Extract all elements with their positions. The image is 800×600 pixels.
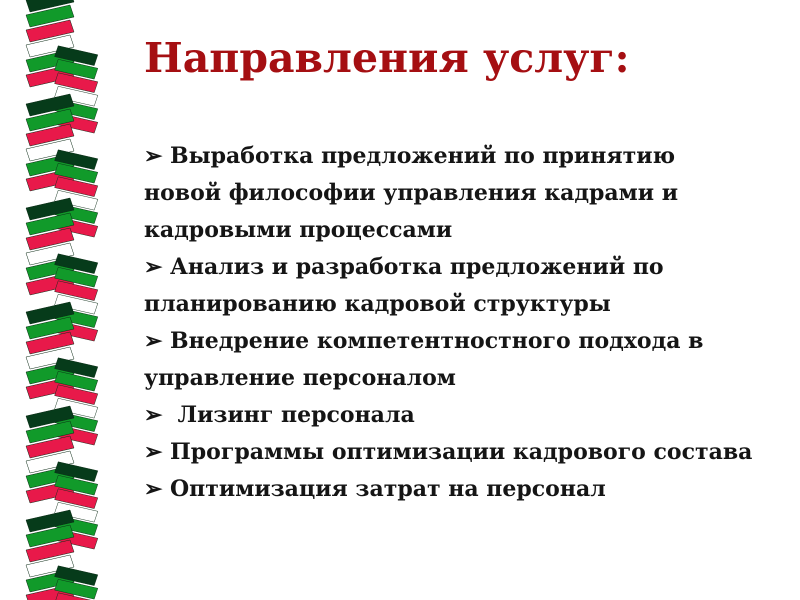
arrow-bullet-icon: ➢ [144, 439, 163, 465]
arrow-bullet-icon: ➢ [144, 476, 163, 502]
list-item [144, 323, 754, 397]
stripe-cluster [26, 0, 74, 87]
list-item-text: Лизинг персонала [170, 402, 415, 428]
arrow-bullet-icon: ➢ [144, 143, 163, 169]
list-item [144, 434, 754, 471]
arrow-bullet-icon: ➢ [144, 254, 163, 280]
list-item [144, 471, 754, 508]
list-item-text: Оптимизация затрат на персонал [170, 476, 606, 502]
list-item-text: Анализ и разработка предложений по планированию кадровой структуры [144, 254, 664, 317]
list-item-text: Программы оптимизации кадрового состава [170, 439, 753, 465]
list-item-text: Внедрение компетентностного подхода в управление персоналом [144, 328, 704, 391]
list-item [144, 397, 754, 434]
slide-title: Направления услуг: [144, 34, 630, 82]
stripe-cluster [55, 566, 98, 600]
list-item-text: Выработка предложений по принятию новой философии управления кадрами и кадровыми процессами [144, 143, 679, 243]
services-list [144, 138, 754, 508]
decorative-stripes [0, 0, 110, 600]
list-item [144, 138, 754, 249]
list-item [144, 249, 754, 323]
arrow-bullet-icon: ➢ [144, 402, 163, 428]
arrow-bullet-icon: ➢ [144, 328, 163, 354]
